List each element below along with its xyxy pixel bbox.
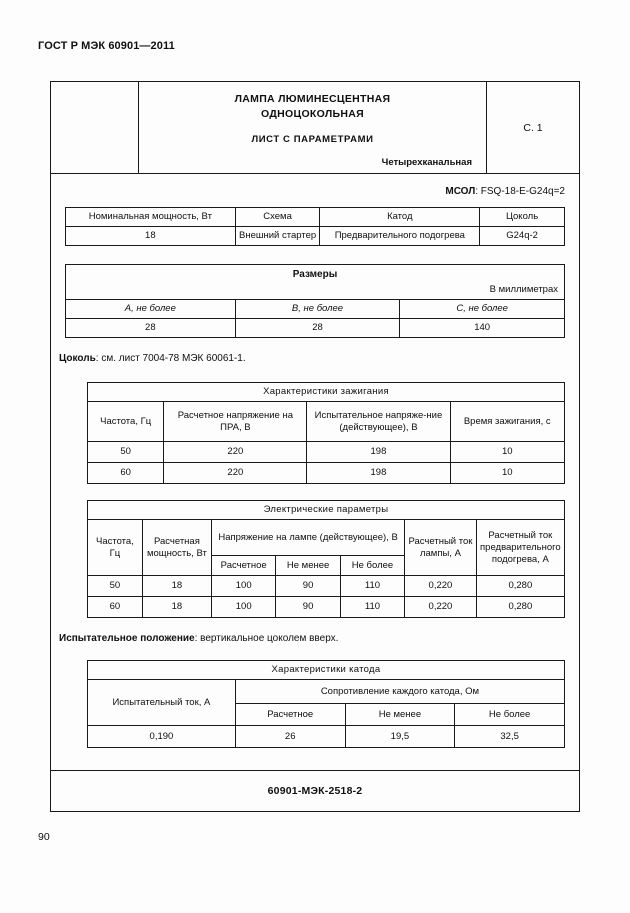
table-row xyxy=(88,520,565,556)
rating-table-wrap xyxy=(65,207,565,246)
electrical-r1-c3: 90 xyxy=(276,597,340,618)
electrical-r0-c4: 110 xyxy=(340,576,404,597)
cathode-value-resistance-nominal: 26 xyxy=(235,726,345,748)
electrical-header-lamp-current: Расчетный ток лампы, А xyxy=(405,520,477,576)
electrical-r1-c0: 60 xyxy=(88,597,143,618)
rating-value-circuit: Внешний стартер xyxy=(235,227,320,246)
title-block xyxy=(51,82,579,174)
cap-note-text: : см. лист 7004-78 МЭК 60061-1. xyxy=(95,353,246,364)
electrical-r1-c6: 0,280 xyxy=(476,597,564,618)
designation-label: МСОЛ xyxy=(445,186,476,197)
title-block-center-cell xyxy=(139,82,487,173)
ignition-header-test-voltage: Испытательное напряже-ние (действующее), В xyxy=(307,402,450,442)
cathode-table-wrap xyxy=(87,660,565,748)
electrical-table-wrap xyxy=(87,500,565,618)
electrical-r0-c2: 100 xyxy=(212,576,276,597)
table-row xyxy=(88,442,565,463)
dimensions-caption: Размеры xyxy=(292,269,338,280)
rating-value-cap: G24q-2 xyxy=(480,227,565,246)
electrical-r0-c6: 0,280 xyxy=(476,576,564,597)
electrical-header-voltage-max: Не более xyxy=(340,556,404,576)
ignition-r0-c0: 50 xyxy=(88,442,164,463)
electrical-header-power: Расчетная мощность, Вт xyxy=(142,520,211,576)
table-row xyxy=(66,300,565,319)
rating-table xyxy=(65,207,565,246)
table-row xyxy=(88,501,565,520)
electrical-r1-c5: 0,220 xyxy=(405,597,477,618)
rating-header-power: Номинальная мощность, Вт xyxy=(66,208,236,227)
cathode-table xyxy=(87,660,565,748)
cathode-header-test-current: Испытательный ток, А xyxy=(88,680,236,726)
table-row xyxy=(88,463,565,484)
rating-value-cathode: Предварительного подогрева xyxy=(320,227,480,246)
electrical-r0-c3: 90 xyxy=(276,576,340,597)
lamp-title-line-1: ЛАМПА ЛЮМИНЕСЦЕНТНАЯ xyxy=(234,93,391,105)
dimensions-value-a: 28 xyxy=(66,319,236,338)
cathode-value-resistance-min: 19,5 xyxy=(345,726,455,748)
footer-code: 60901-МЭК-2518-2 xyxy=(267,785,363,797)
ignition-table-wrap xyxy=(87,382,565,484)
page-indicator: С. 1 xyxy=(523,121,543,134)
ignition-header-time: Время зажигания, с xyxy=(450,402,565,442)
electrical-r0-c1: 18 xyxy=(142,576,211,597)
electrical-caption: Электрические параметры xyxy=(88,501,565,520)
table-row xyxy=(88,383,565,402)
page-number: 90 xyxy=(38,831,50,843)
cathode-header-resistance-min: Не менее xyxy=(345,704,455,726)
rating-value-power: 18 xyxy=(66,227,236,246)
ignition-header-frequency: Частота, Гц xyxy=(88,402,164,442)
test-position-text: : вертикальное цоколем вверх. xyxy=(194,633,339,644)
footer-band xyxy=(51,770,579,811)
designation-value: FSQ-18-E-G24q=2 xyxy=(480,186,565,197)
ignition-r0-c1: 220 xyxy=(164,442,307,463)
designation-separator: : xyxy=(475,186,481,197)
ignition-r0-c2: 198 xyxy=(307,442,450,463)
cap-note xyxy=(51,338,579,366)
ignition-caption: Характеристики зажигания xyxy=(88,383,565,402)
title-block-left-cell xyxy=(51,82,139,173)
designation-line xyxy=(51,174,579,207)
electrical-header-frequency: Частота, Гц xyxy=(88,520,143,576)
table-row xyxy=(66,319,565,338)
dimensions-header-c: C, не более xyxy=(400,300,565,319)
electrical-header-voltage-nominal: Расчетное xyxy=(212,556,276,576)
electrical-header-preheat-current: Расчетный ток предварительного подогрева, А xyxy=(476,520,564,576)
electrical-r1-c4: 110 xyxy=(340,597,404,618)
electrical-header-voltage-min: Не менее xyxy=(276,556,340,576)
ignition-r1-c3: 10 xyxy=(450,463,565,484)
ignition-r1-c1: 220 xyxy=(164,463,307,484)
electrical-r1-c1: 18 xyxy=(142,597,211,618)
dimensions-table-wrap xyxy=(65,264,565,338)
ignition-r1-c2: 198 xyxy=(307,463,450,484)
ignition-r1-c0: 60 xyxy=(88,463,164,484)
rating-header-cathode: Катод xyxy=(320,208,480,227)
table-row xyxy=(66,208,565,227)
dimensions-header-a: A, не более xyxy=(66,300,236,319)
dimensions-value-b: 28 xyxy=(235,319,400,338)
cathode-value-test-current: 0,190 xyxy=(88,726,236,748)
dimensions-caption-cell xyxy=(66,265,565,300)
test-position-label: Испытательное положение xyxy=(59,633,195,644)
parameter-sheet-frame xyxy=(50,81,580,812)
dimensions-header-b: B, не более xyxy=(235,300,400,319)
dimensions-units: В миллиметрах xyxy=(489,284,558,295)
table-row xyxy=(88,726,565,748)
electrical-r1-c2: 100 xyxy=(212,597,276,618)
table-row xyxy=(88,597,565,618)
dimensions-table xyxy=(65,264,565,338)
sheet-label: ЛИСТ С ПАРАМЕТРАМИ xyxy=(251,134,374,145)
standard-header: ГОСТ Р МЭК 60901—2011 xyxy=(38,40,175,52)
title-block-page-cell xyxy=(487,82,579,173)
table-row xyxy=(88,680,565,704)
electrical-r0-c5: 0,220 xyxy=(405,576,477,597)
ignition-r0-c3: 10 xyxy=(450,442,565,463)
cathode-value-resistance-max: 32,5 xyxy=(455,726,565,748)
table-row xyxy=(66,265,565,300)
cathode-header-resistance-group: Сопротивление каждого катода, Ом xyxy=(235,680,564,704)
lamp-title-line-2: ОДНОЦОКОЛЬНАЯ xyxy=(261,108,364,120)
cap-note-label: Цоколь xyxy=(59,353,96,364)
ignition-header-ballast-voltage: Расчетное напряжение на ПРА, В xyxy=(164,402,307,442)
electrical-header-voltage-group: Напряжение на лампе (действующее), В xyxy=(212,520,405,556)
table-row xyxy=(66,227,565,246)
cathode-header-resistance-max: Не более xyxy=(455,704,565,726)
table-row xyxy=(88,661,565,680)
ignition-table xyxy=(87,382,565,484)
frame-body xyxy=(51,174,579,811)
rating-header-circuit: Схема xyxy=(235,208,320,227)
channel-label: Четырехканальная xyxy=(381,157,472,168)
test-position-note xyxy=(51,618,579,646)
rating-header-cap: Цоколь xyxy=(480,208,565,227)
cathode-header-resistance-nominal: Расчетное xyxy=(235,704,345,726)
table-row xyxy=(88,402,565,442)
cathode-caption: Характеристики катода xyxy=(88,661,565,680)
electrical-r0-c0: 50 xyxy=(88,576,143,597)
electrical-table xyxy=(87,500,565,618)
table-row xyxy=(88,576,565,597)
dimensions-value-c: 140 xyxy=(400,319,565,338)
